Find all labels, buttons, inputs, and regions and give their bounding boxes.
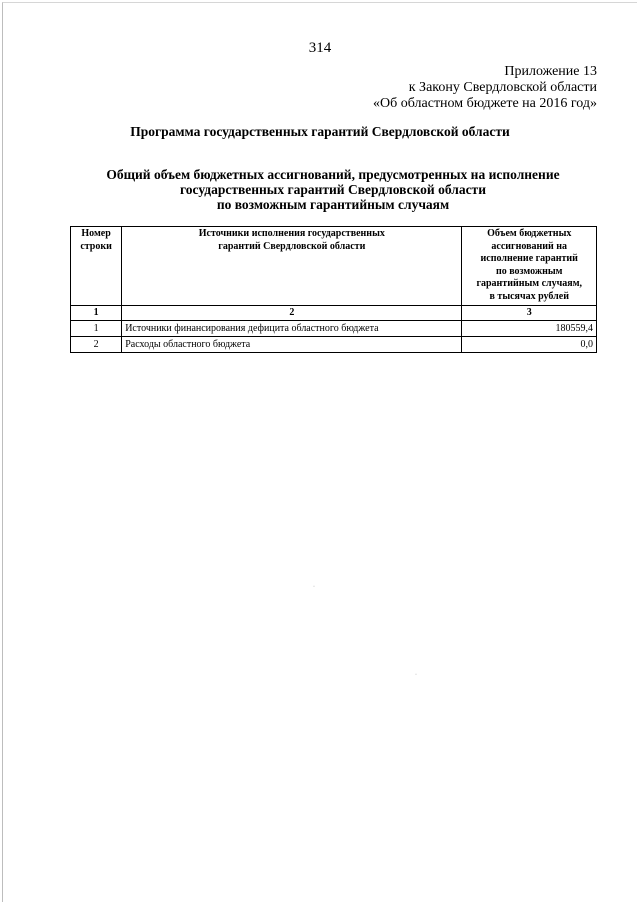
appendix-reference (373, 64, 597, 112)
scan-speck: · (415, 672, 417, 678)
scan-speck: · (313, 584, 315, 590)
header-amount: Объем бюджетных ассигнований на исполнение гарантий по возможным гарантийным случаям, в тысячах рублей (462, 227, 597, 306)
guarantees-table (70, 226, 597, 353)
row-source: Источники финансирования дефицита областного бюджета (122, 321, 462, 337)
subtitle-line-1: Общий объем бюджетных ассигнований, предусмотренных на исполнение (106, 167, 560, 182)
column-number-row (71, 306, 597, 321)
header-row-number: Номер строки (71, 227, 122, 306)
column-number: 1 (71, 306, 122, 321)
page-number: 314 (308, 40, 332, 56)
header-sources: Источники исполнения государственных гарантий Свердловской области (122, 227, 462, 306)
appendix-line-1: Приложение 13 (504, 64, 597, 79)
subtitle-line-2: государственных гарантий Свердловской области (180, 182, 486, 197)
table-row (71, 337, 597, 353)
table-header-row (71, 227, 597, 306)
row-amount: 0,0 (462, 337, 597, 353)
table-subtitle (0, 167, 640, 212)
row-source: Расходы областного бюджета (122, 337, 462, 353)
column-number: 2 (122, 306, 462, 321)
appendix-line-2: к Закону Свердловской области (408, 80, 597, 95)
row-amount: 180559,4 (462, 321, 597, 337)
table-row (71, 321, 597, 337)
program-title: Программа государственных гарантий Свердловской области (130, 124, 510, 139)
row-number: 1 (71, 321, 122, 337)
column-number: 3 (462, 306, 597, 321)
appendix-line-3: «Об областном бюджете на 2016 год» (373, 96, 597, 111)
row-number: 2 (71, 337, 122, 353)
subtitle-line-3: по возможным гарантийным случаям (216, 197, 450, 212)
